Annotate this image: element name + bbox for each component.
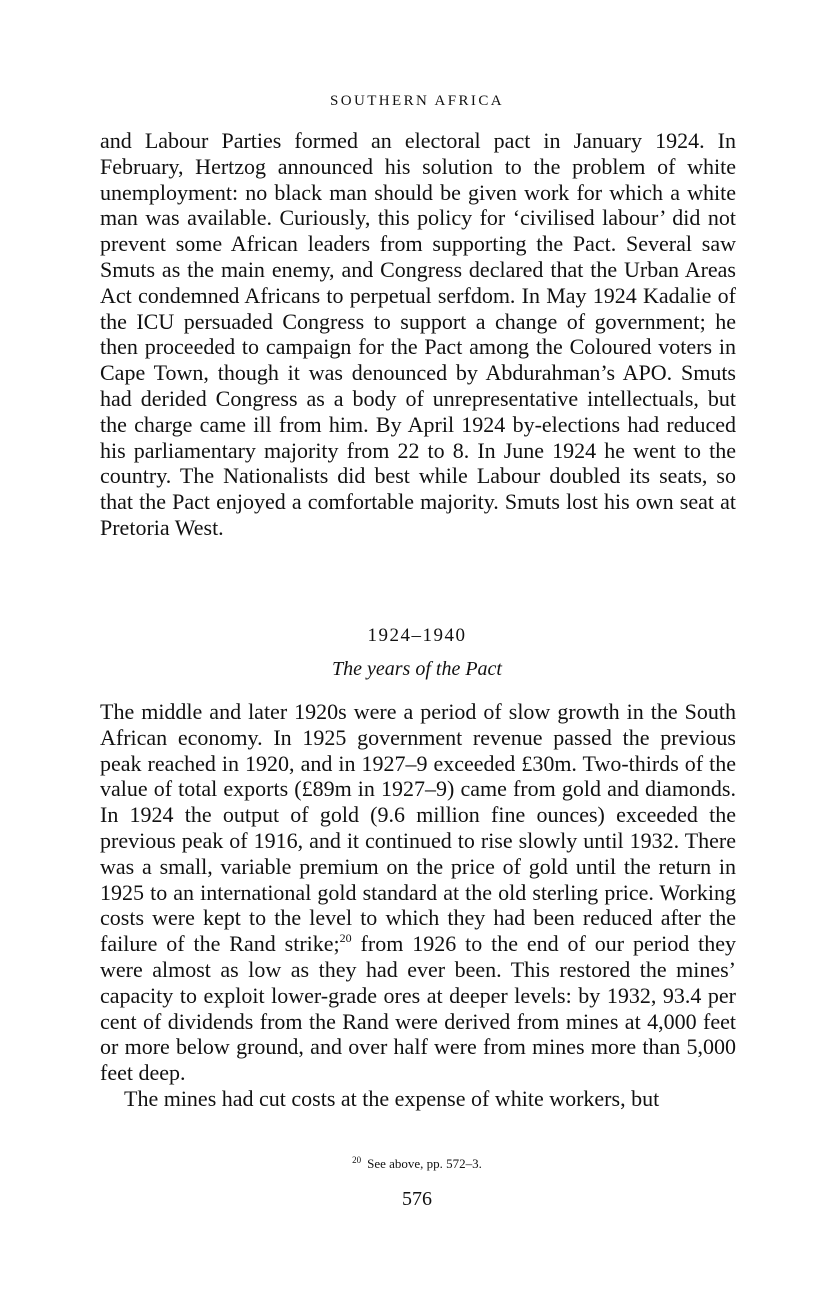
- paragraph: and Labour Parties formed an electoral pact in January 1924. In February, Hertzog announced his solution to the problem of white unemployment: no black man should be given work for which a white man was available. Curiously, this policy for ‘civilised labour’ did not prevent some African leaders from supporting the Pact. Several saw Smuts as the main enemy, and Congress declared that the Urban Areas Act condemned Africans to perpetual serfdom. In May 1924 Kadalie of the ICU persuaded Congress to support a change of government; he then proceeded to campaign for the Pact among the Coloured voters in Cape Town, though it was denounced by Abdurahman’s APO. Smuts had derided Congress as a body of unrepresentative intellectuals, but the charge came ill from him. By April 1924 by-elections had reduced his parliamentary majority from 22 to 8. In June 1924 he went to the country. The Nationalists did best while Labour doubled its seats, so that the Pact enjoyed a comfortable majority. Smuts lost his own seat at Pretoria West.: [100, 128, 736, 540]
- section-subtitle: The years of the Pact: [332, 658, 502, 680]
- text-block-opening: [100, 128, 736, 541]
- paragraph: The mines had cut costs at the expense of white workers, but: [124, 1085, 660, 1111]
- section-heading: 1924–1940: [367, 625, 467, 646]
- paragraph-text: The middle and later 1920s were a period of slow growth in the South African economy. In 1925 government revenue passed the previous peak reached in 1920, and in 1927–9 exceeded £30m. Two-thirds of the value of total exports (£89m in 1927–9) came from gold and diamonds. In 1924 the output of gold (9.6 million fine ounces) exceeded the previous peak of 1916, and it continued to rise slowly until 1932. There was a small, variable premium on the price of gold until the return in 1925 to an international gold standard at the old sterling price. Working costs were kept to the level to which they had been reduced after the failure of the Rand strike;: [100, 699, 736, 957]
- footnote-text: See above, pp. 572–3.: [367, 1156, 482, 1171]
- running-head: SOUTHERN AFRICA: [330, 93, 504, 109]
- paragraph: [100, 699, 736, 1086]
- page-number: 576: [402, 1188, 432, 1210]
- text-block-section: [100, 699, 736, 1112]
- paragraph-text: from 1926 to the end of our period they were almost as low as they had ever been. This restored the mines’ capacity to exploit lower-grade ores at deeper levels: by 1932, 93.4 per cent of dividends from the Rand were derived from mines at 4,000 feet or more below ground, and over half were from mines more than 5,000 feet deep.: [100, 931, 736, 1086]
- footnote: [0, 1156, 834, 1172]
- footnote-reference[interactable]: 20: [339, 931, 352, 946]
- footnote-number: 20: [352, 1155, 362, 1165]
